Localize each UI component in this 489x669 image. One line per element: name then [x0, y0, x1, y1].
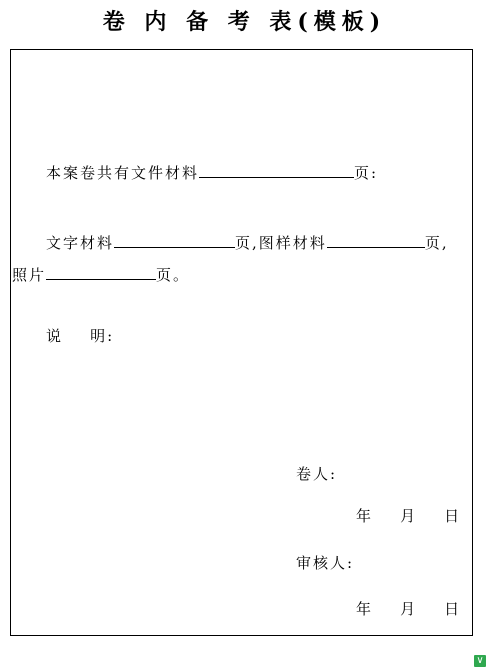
drawing-materials-unit: 页, [424, 234, 449, 252]
filer-label: 卷人: [296, 465, 338, 483]
drawing-materials-blank[interactable] [327, 232, 425, 248]
total-pages-label: 本案卷共有文件材料 [46, 164, 200, 182]
text-materials-unit: 页, [235, 234, 259, 252]
materials-line [46, 232, 449, 253]
chevron-down-icon[interactable]: ∨ [474, 655, 486, 667]
drawing-materials-label: 图样材料 [258, 234, 327, 252]
filer-date: 年 月 日 [356, 507, 462, 525]
photos-label: 照片 [12, 266, 47, 284]
document-title: 卷 内 备 考 表(模板) [102, 9, 387, 35]
photos-unit: 页。 [156, 266, 191, 284]
photos-blank[interactable] [46, 264, 156, 280]
reviewer-date: 年 月 日 [356, 600, 462, 618]
photos-line [12, 264, 190, 285]
total-pages-blank[interactable] [199, 162, 354, 178]
total-pages-suffix: 页: [354, 164, 379, 182]
reviewer-label: 审核人: [296, 554, 355, 572]
text-materials-blank[interactable] [114, 232, 235, 248]
text-materials-label: 文字材料 [46, 234, 115, 252]
total-pages-line [46, 162, 378, 183]
notes-label: 说 明: [46, 327, 115, 345]
